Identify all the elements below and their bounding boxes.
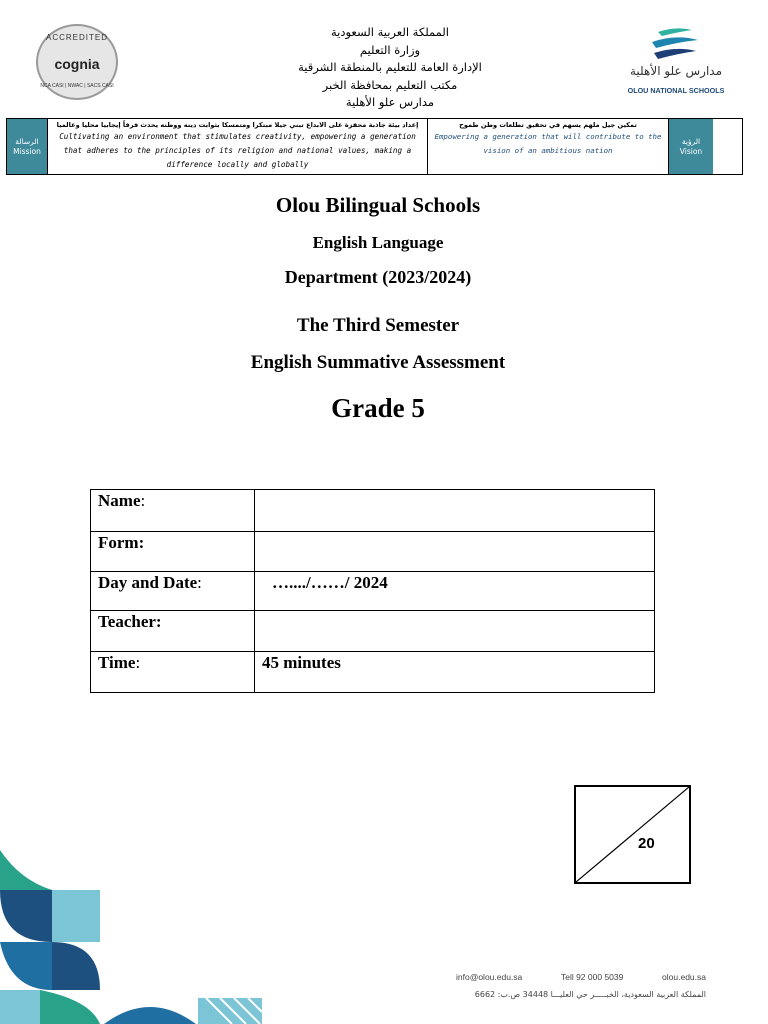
vision-arabic: تمكين جيل ملهم يسهم في تحقيق تطلعات وطن طموح: [459, 121, 637, 129]
date-label-cell: [91, 572, 255, 611]
assessment-title: English Summative Assessment: [250, 352, 506, 373]
table-row: [91, 611, 655, 652]
time-label: Time: [98, 653, 136, 672]
time-label-colon: :: [135, 653, 141, 672]
letterhead-line: المملكة العربية السعودية: [331, 25, 449, 39]
page-footer: [456, 972, 706, 999]
footer-website: olou.edu.sa: [662, 972, 706, 982]
wave-logo-icon: [648, 26, 704, 62]
school-logo: [618, 20, 734, 104]
teacher-label: Teacher:: [98, 612, 162, 631]
arabic-letterhead: [240, 24, 540, 112]
footer-email: info@olou.edu.sa: [456, 972, 523, 982]
name-label: Name: [98, 491, 141, 510]
date-label-colon: :: [197, 573, 202, 592]
letterhead-line: مدارس علو الأهلية: [345, 95, 435, 109]
date-label: Day and Date: [98, 573, 198, 592]
footer-phone: Tell 92 000 5039: [560, 972, 624, 982]
mission-statement: [47, 119, 427, 174]
form-field[interactable]: [255, 532, 655, 572]
letterhead-line: وزارة التعليم: [359, 42, 421, 57]
subject-title: English Language: [312, 233, 444, 252]
grade-title: Grade 5: [331, 393, 425, 423]
mission-tag: [7, 119, 47, 174]
mission-arabic: إعداد بيئة جاذبة محفزة على الابداع تبني جيلا مبتكرا ومتمسكا بثوابت دينه ووطنه يحدث فرقاً إيجابيا محليا وعالميا: [56, 121, 419, 129]
cognia-accreditation-seal: [36, 24, 118, 100]
footer-address: المملكة العربية السعودية، الخبـــــر حي العليـــا 34448 ص.ب: 6662: [474, 990, 706, 999]
form-label: Form:: [98, 533, 145, 552]
score-box: [574, 785, 691, 884]
letterhead-line: الإدارة العامة للتعليم بالمنطقة الشرقية: [298, 60, 482, 74]
decorative-pattern: [0, 850, 300, 1024]
vision-tag: [669, 119, 713, 174]
logo-arabic-name: مدارس علو الأهلية: [630, 64, 722, 78]
name-field[interactable]: [255, 490, 655, 532]
seal-ring-bottom-text: NCA CASI | NWAC | SACS CASI: [40, 83, 114, 89]
form-label-cell: [91, 532, 255, 572]
student-info-table: [90, 489, 655, 693]
seal-brand-text: cognia: [54, 56, 100, 72]
mission-english: Cultivating an environment that stimulates creativity, empowering a generation that adheres to the principles of its religion and national values, making a difference locally and globally: [59, 132, 416, 169]
time-label-cell: [91, 652, 255, 693]
name-label-colon: :: [140, 491, 146, 510]
name-label-cell: [91, 490, 255, 532]
mission-tag-english: Mission: [13, 146, 41, 156]
school-name-title: Olou Bilingual Schools: [275, 193, 481, 217]
letterhead-line: مكتب التعليم بمحافظة الخبر: [322, 77, 458, 92]
vision-statement: [427, 119, 669, 174]
table-row: [91, 532, 655, 572]
table-row: [91, 652, 655, 693]
mission-vision-banner: [6, 118, 743, 175]
teacher-label-cell: [91, 611, 255, 652]
seal-ring-top-text: ACCREDITED: [45, 33, 108, 42]
vision-english: Empowering a generation that will contribute to the vision of an ambitious nation: [434, 132, 662, 155]
vision-tag-english: Vision: [679, 146, 703, 156]
semester-title: The Third Semester: [296, 315, 460, 336]
table-row: [91, 572, 655, 611]
score-diagonal-line: [576, 787, 689, 882]
department-title: Department (2023/2024): [284, 267, 472, 287]
vision-tag-arabic: الرؤية: [681, 136, 701, 146]
time-value: 45 minutes: [255, 652, 655, 693]
mission-tag-arabic: الرسالة: [15, 136, 39, 146]
score-total: 20: [638, 835, 655, 852]
logo-english-name: OLOU NATIONAL SCHOOLS: [627, 86, 725, 95]
date-field[interactable]: …..../……/ 2024: [255, 572, 655, 611]
table-row: [91, 490, 655, 532]
teacher-field[interactable]: [255, 611, 655, 652]
